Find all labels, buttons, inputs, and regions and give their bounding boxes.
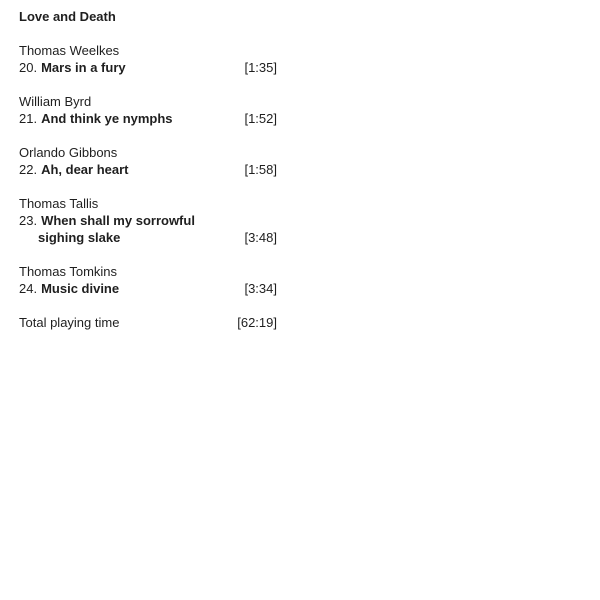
track-number: 22. [19,162,38,177]
composer-name: Thomas Weelkes [19,43,120,58]
track-duration: [1:35] [244,60,277,75]
composer-name: Thomas Tallis [19,196,99,211]
track-title-line [19,59,126,76]
track-row [19,110,277,127]
total-label: Total playing time [19,315,120,330]
track-row [19,59,277,76]
track-row [19,161,277,178]
track-duration: [1:58] [244,162,277,177]
track-group [19,42,277,76]
track-title-line [19,110,173,127]
track-title: And think ye nymphs [41,111,173,126]
total-playing-time-row [19,314,277,331]
track-row-continued [19,229,277,246]
section-title: Love and Death [19,9,116,24]
composer-name: Thomas Tomkins [19,264,118,279]
total-duration: [62:19] [237,315,277,330]
track-duration: [1:52] [244,111,277,126]
track-group [19,263,277,297]
track-number: 21. [19,111,38,126]
track-number: 23. [19,213,38,228]
track-title-line [19,212,195,229]
track-row [19,280,277,297]
composer-name: William Byrd [19,94,92,109]
track-number: 24. [19,281,38,296]
composer-name: Orlando Gibbons [19,145,118,160]
track-group [19,195,277,246]
track-title-line [19,280,119,297]
track-duration: [3:34] [244,281,277,296]
track-group [19,144,277,178]
track-group [19,93,277,127]
track-title: Mars in a fury [41,60,126,75]
track-title: Music divine [41,281,120,296]
track-title: Ah, dear heart [41,162,129,177]
track-row [19,212,277,229]
track-title-continued: sighing slake [38,230,121,245]
track-title: When shall my sorrowful [41,213,195,228]
track-listing [19,8,277,331]
track-title-line [19,161,129,178]
track-duration: [3:48] [244,230,277,245]
track-title-line-2 [19,229,120,246]
track-number: 20. [19,60,38,75]
